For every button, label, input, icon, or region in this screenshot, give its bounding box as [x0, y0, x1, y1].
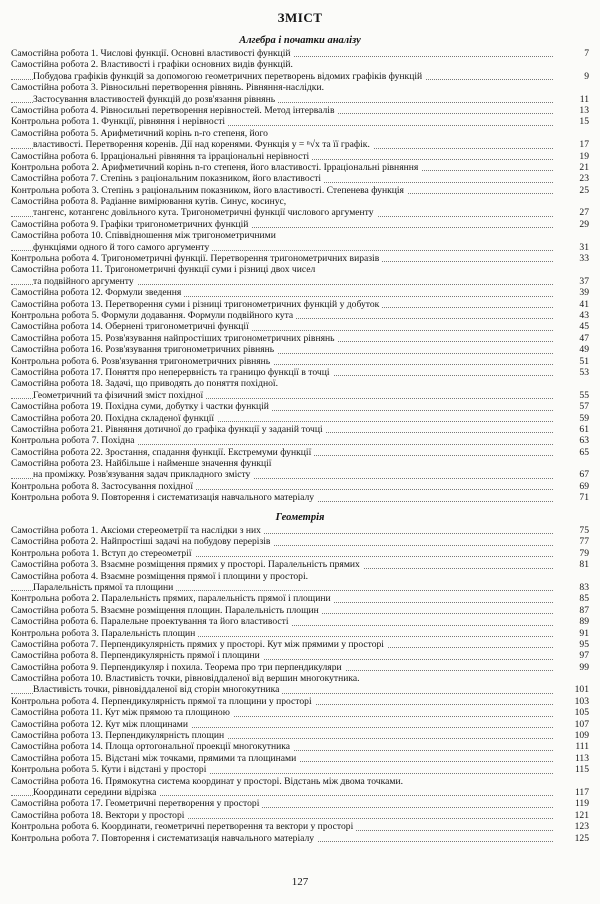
toc-entry [11, 424, 589, 435]
toc-entry-page: 111 [575, 741, 589, 753]
toc-entry [11, 230, 589, 241]
toc-entry [11, 764, 589, 775]
toc-entry-title: Контрольна робота 6. Розв'язування тригонометричних рівнянь [11, 356, 549, 367]
toc-entry-title: Самостійна робота 6. Ірраціональні рівняння та ірраціональні нерівності [11, 151, 549, 162]
toc-entry [11, 719, 589, 730]
toc-entry [11, 276, 589, 287]
toc-entry-title: Самостійна робота 10. Співвідношення між тригонометричними [11, 230, 276, 242]
toc-entry-title: функціями одного й того самого аргументу [33, 242, 549, 253]
toc-entry [11, 378, 589, 389]
toc-entry-page: 121 [574, 809, 589, 821]
toc-entry [11, 219, 589, 230]
toc-entry-title: Самостійна робота 8. Перпендикулярність прямої і площини [11, 650, 549, 661]
toc-entry [11, 253, 589, 264]
toc-entry [11, 356, 589, 367]
toc-entry-page: 95 [579, 638, 589, 650]
toc-entry [11, 662, 589, 673]
toc-entry-page: 51 [579, 355, 589, 367]
toc-entry-page: 55 [579, 389, 589, 401]
toc-entry-page: 29 [579, 218, 589, 230]
toc-entry-page: 17 [579, 139, 589, 151]
toc-entry-title: Контрольна робота 6. Координати, геометричні перетворення та вектори у просторі [11, 821, 549, 832]
toc-entry-title: Самостійна робота 7. Степінь з раціональним показником, його властивості [11, 173, 549, 184]
toc-entry [11, 821, 589, 832]
toc-entry-title: Самостійна робота 6. Паралельне проектування та його властивості [11, 616, 549, 627]
toc-entry-title: Контрольна робота 9. Повторення і систематизація навчального матеріалу [11, 492, 549, 503]
toc-entry-title: Самостійна робота 8. Радіанне вимірювання кутів. Синус, косинус, [11, 196, 287, 208]
toc-entry-page: 65 [579, 446, 589, 458]
toc-entry-page: 21 [579, 161, 589, 173]
toc-entry [11, 481, 589, 492]
toc-entry-page: 19 [579, 150, 589, 162]
toc-entry-page: 123 [574, 821, 589, 833]
toc-entry-page: 33 [579, 253, 589, 265]
toc-entry-title: та подвійного аргументу [33, 276, 549, 287]
toc-entry [11, 367, 589, 378]
toc-entry-title: Самостійна робота 2. Властивості і графіки основних видів функцій. [11, 59, 293, 71]
toc-entry-page: 23 [579, 173, 589, 185]
toc-entry [11, 525, 589, 536]
toc-entry-title: Самостійна робота 3. Взаємне розміщення прямих у просторі. Паралельність прямих [11, 559, 549, 570]
toc-entry [11, 833, 589, 844]
toc-entry-title: Контрольна робота 4. Тригонометричні функції. Перетворення тригонометричних виразів [11, 253, 549, 264]
toc-entry [11, 582, 589, 593]
toc-entry-title: Контрольна робота 5. Кути і відстані у просторі [11, 764, 549, 775]
toc-entry [11, 207, 589, 218]
toc-entry-title: Самостійна робота 21. Рівняння дотичної до графіка функції у заданій точці [11, 424, 549, 435]
toc-entry-page: 69 [579, 480, 589, 492]
toc-entry-title: Контрольна робота 2. Арифметичний корінь n-го степеня, його властивості. Ірраціональні рівняння [11, 162, 549, 173]
toc-entry-page: 31 [579, 241, 589, 253]
toc-entry-page: 91 [579, 627, 589, 639]
toc-entry-title: Застосування властивостей функцій до розв'язання рівнянь [33, 94, 549, 105]
toc-entry-title: Самостійна робота 22. Зростання, спадання функції. Екстремуми функції [11, 447, 549, 458]
toc-entry-page: 103 [574, 695, 589, 707]
toc-entry-page: 15 [579, 116, 589, 128]
toc-entry-title: Контрольна робота 1. Функції, рівняння і нерівності [11, 116, 549, 127]
toc-entry-title: Контрольна робота 3. Степінь з раціональним показником, його властивості. Степенева функція [11, 185, 549, 196]
toc-entry-title: Самостійна робота 11. Тригонометричні функції суми і різниці двох чисел [11, 264, 316, 276]
toc-entry-page: 11 [579, 93, 589, 105]
toc-entry [11, 684, 589, 695]
toc-entry [11, 162, 589, 173]
toc-entry-page: 115 [574, 764, 589, 776]
toc-entry-page: 39 [579, 287, 589, 299]
toc-entry-title: Самостійна робота 15. Відстані між точками, прямими та площинами [11, 753, 549, 764]
toc-entry-page: 125 [574, 832, 589, 844]
toc-entry [11, 139, 589, 150]
toc-entry-title: Самостійна робота 11. Кут між прямою та площиною [11, 707, 549, 718]
toc-entry-title: Контрольна робота 5. Формули додавання. Формули подвійного кута [11, 310, 549, 321]
toc-entry [11, 71, 589, 82]
toc-entry-title: Самостійна робота 12. Формули зведення [11, 287, 549, 298]
toc-entry-title: Самостійна робота 9. Графіки тригонометричних функцій [11, 219, 549, 230]
toc-entry [11, 696, 589, 707]
toc-entry-page: 101 [574, 684, 589, 696]
toc-entry [11, 616, 589, 627]
toc-entry [11, 59, 589, 70]
toc-entry [11, 548, 589, 559]
toc-entry-title: Контрольна робота 4. Перпендикулярність прямої та площини у просторі [11, 696, 549, 707]
toc-entry-title: Паралельність прямої та площини [33, 582, 549, 593]
toc-entry [11, 650, 589, 661]
toc-entry-page: 71 [579, 492, 589, 504]
toc-entry [11, 787, 589, 798]
toc-entry-title: Самостійна робота 16. Прямокутна система координат у просторі. Відстань між двома точками. [11, 775, 403, 787]
toc-entry-page: 59 [579, 412, 589, 424]
toc-entry [11, 753, 589, 764]
toc-entry-title: Самостійна робота 16. Розв'язування тригонометричних рівнянь [11, 344, 549, 355]
toc-entry [11, 333, 589, 344]
toc-entry [11, 559, 589, 570]
toc-entry-page: 61 [579, 423, 589, 435]
toc-entry-title: Самостійна робота 18. Вектори у просторі [11, 810, 549, 821]
toc-entry-title: Самостійна робота 4. Взаємне розміщення прямої і площини у просторі. [11, 570, 309, 582]
toc-entry-title: властивості. Перетворення коренів. Дії над коренями. Функція y = ⁿ√x та її графік. [33, 139, 549, 150]
toc-entry [11, 628, 589, 639]
toc-entry-title: Контрольна робота 3. Паралельність площин [11, 628, 549, 639]
toc-entry [11, 116, 589, 127]
toc-entry-title: Самостійна робота 12. Кут між площинами [11, 719, 549, 730]
toc-entry [11, 173, 589, 184]
toc-entry [11, 401, 589, 412]
toc-entry-page: 85 [579, 593, 589, 605]
toc-entry-page: 43 [579, 309, 589, 321]
toc-entry-page: 83 [579, 581, 589, 593]
toc-entry [11, 605, 589, 616]
toc-entry-page: 107 [574, 718, 589, 730]
toc-entry-title: Самостійна робота 23. Найбільше і найменше значення функції [11, 458, 272, 470]
toc-entry-page: 45 [579, 321, 589, 333]
page-title: ЗМІСТ [277, 10, 323, 25]
toc-entry-title: Контрольна робота 1. Вступ до стереометрії [11, 548, 549, 559]
section-heading-geometry: Геометрія [275, 512, 325, 523]
toc-entry-page: 109 [574, 730, 589, 742]
toc-entry [11, 435, 589, 446]
toc-entry-title: Властивість точки, рівновіддаленої від сторін многокутника [33, 684, 549, 695]
toc-entry-title: Самостійна робота 2. Найпростіші задачі на побудову перерізів [11, 536, 549, 547]
toc-entry-page: 75 [579, 525, 589, 536]
toc-entry [11, 128, 589, 139]
toc-entry [11, 151, 589, 162]
toc-entry [11, 776, 589, 787]
toc-entry-title: Самостійна робота 4. Рівносильні перетворення нерівностей. Метод інтервалів [11, 105, 549, 116]
toc-entry [11, 798, 589, 809]
page-number: 127 [291, 876, 309, 888]
toc-entry-title: Самостійна робота 10. Властивість точки, рівновіддаленої від вершин многокутника. [11, 673, 360, 685]
toc-list-geometry [11, 525, 589, 844]
toc-entry [11, 105, 589, 116]
toc-entry-title: тангенс, котангенс довільного кута. Тригонометричні функції числового аргументу [33, 207, 549, 218]
toc-entry-title: Самостійна робота 14. Обернені тригонометричні функції [11, 321, 549, 332]
toc-entry-page: 13 [579, 104, 589, 116]
toc-entry-title: Самостійна робота 18. Задачі, що приводять до поняття похідної. [11, 378, 278, 390]
toc-entry-page: 41 [579, 298, 589, 310]
toc-entry-page: 77 [579, 536, 589, 548]
toc-entry-page: 105 [574, 707, 589, 719]
toc-entry-title: Контрольна робота 7. Похідна [11, 435, 549, 446]
toc-entry-title: Самостійна робота 1. Числові функції. Основні властивості функцій [11, 48, 549, 59]
toc-entry-title: на проміжку. Розв'язування задач прикладного змісту [33, 469, 549, 480]
toc-entry [11, 536, 589, 547]
toc-entry-page: 79 [579, 547, 589, 559]
toc-entry-title: Самостійна робота 20. Похідна складеної функції [11, 413, 549, 424]
toc-entry-page: 97 [579, 650, 589, 662]
toc-entry [11, 458, 589, 469]
toc-entry-title: Самостійна робота 17. Геометричні перетворення у просторі [11, 798, 549, 809]
toc-entry [11, 344, 589, 355]
toc-entry-title: Самостійна робота 9. Перпендикуляр і похила. Теорема про три перпендикуляри [11, 662, 549, 673]
toc-entry [11, 94, 589, 105]
toc-entry-page: 99 [579, 661, 589, 673]
toc-entry [11, 264, 589, 275]
toc-entry-title: Побудова графіків функцій за допомогою геометричних перетворень відомих графіків функцій [33, 71, 549, 82]
toc-entry [11, 299, 589, 310]
toc-entry [11, 242, 589, 253]
toc-entry-page: 63 [579, 435, 589, 447]
toc-entry [11, 469, 589, 480]
toc-entry [11, 447, 589, 458]
toc-entry [11, 390, 589, 401]
toc-entry [11, 413, 589, 424]
toc-entry [11, 48, 589, 59]
toc-entry-title: Контрольна робота 7. Повторення і систематизація навчального матеріалу [11, 833, 549, 844]
toc-entry [11, 82, 589, 93]
toc-list-algebra [11, 48, 589, 504]
toc-entry-title: Самостійна робота 17. Поняття про неперервність та границю функції в точці [11, 367, 549, 378]
toc-entry-page: 87 [579, 604, 589, 616]
toc-entry-title: Самостійна робота 1. Аксіоми стереометрії та наслідки з них [11, 525, 549, 536]
toc-entry-page: 49 [579, 344, 589, 356]
toc-entry-title: Самостійна робота 19. Похідна суми, добутку і частки функцій [11, 401, 549, 412]
toc-entry-page: 25 [579, 184, 589, 196]
toc-entry-title: Контрольна робота 2. Паралельність прямих, паралельність прямої і площини [11, 593, 549, 604]
toc-entry-page: 57 [579, 401, 589, 413]
toc-entry-page: 53 [579, 366, 589, 378]
toc-entry [11, 287, 589, 298]
toc-entry [11, 741, 589, 752]
toc-entry-title: Самостійна робота 3. Рівносильні перетворення рівнянь. Рівняння-наслідки. [11, 82, 324, 94]
toc-entry-title: Самостійна робота 7. Перпендикулярність прямих у просторі. Кут між прямими у просторі [11, 639, 549, 650]
toc-entry-title: Самостійна робота 13. Перпендикулярність площин [11, 730, 549, 741]
toc-entry-page: 47 [579, 332, 589, 344]
section-heading-algebra: Алгебра і початки аналізу [239, 35, 361, 46]
toc-entry-title: Контрольна робота 8. Застосування похідної [11, 481, 549, 492]
toc-entry-page: 117 [574, 786, 589, 798]
toc-entry [11, 571, 589, 582]
toc-entry [11, 810, 589, 821]
toc-entry [11, 310, 589, 321]
toc-entry-title: Самостійна робота 15. Розв'язування найпростіших тригонометричних рівнянь [11, 333, 549, 344]
toc-entry [11, 707, 589, 718]
toc-entry-title: Самостійна робота 14. Площа ортогональної проекції многокутника [11, 741, 549, 752]
toc-entry-page: 89 [579, 616, 589, 628]
toc-entry-page: 37 [579, 275, 589, 287]
toc-entry-page: 67 [579, 469, 589, 481]
toc-entry-title: Координати середини відрізка [33, 787, 549, 798]
toc-entry-title: Самостійна робота 5. Взаємне розміщення площин. Паралельність площин [11, 605, 549, 616]
toc-entry [11, 639, 589, 650]
toc-entry [11, 321, 589, 332]
toc-entry-page: 119 [574, 798, 589, 810]
toc-entry [11, 492, 589, 503]
toc-entry-title: Самостійна робота 5. Арифметичний корінь n-го степеня, його [11, 127, 268, 139]
toc-entry-page: 27 [579, 207, 589, 219]
toc-entry [11, 593, 589, 604]
toc-entry-title: Самостійна робота 13. Перетворення суми і різниці тригонометричних функцій у добуток [11, 299, 549, 310]
toc-entry-page: 9 [584, 70, 589, 82]
toc-entry-page: 7 [584, 48, 589, 59]
toc-entry [11, 185, 589, 196]
toc-entry [11, 673, 589, 684]
toc-entry-title: Геометричний та фізичний зміст похідної [33, 390, 549, 401]
toc-entry [11, 196, 589, 207]
toc-entry [11, 730, 589, 741]
toc-entry-page: 81 [579, 559, 589, 571]
toc-entry-page: 113 [574, 752, 589, 764]
